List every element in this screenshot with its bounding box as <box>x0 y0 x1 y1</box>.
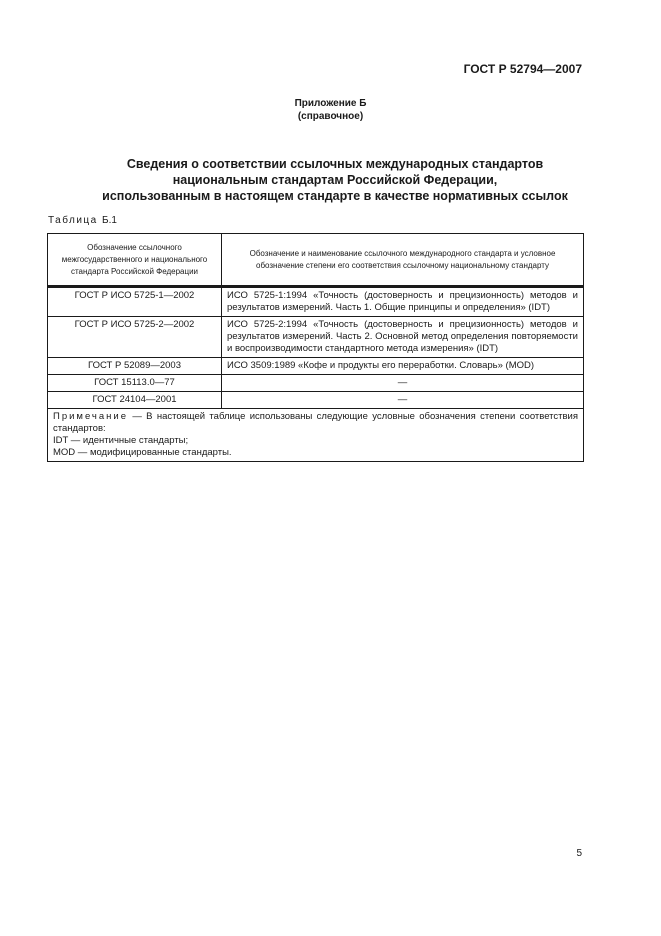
cell-international: ИСО 5725-2:1994 «Точность (достоверность и прецизионность) методов и результатов измерений. Часть 2. Основной метод определения повторяемости и воспроизводимости стандартного метода измерения» (IDT) <box>222 317 584 358</box>
annex-name: Приложение Б <box>294 98 367 109</box>
cell-national: ГОСТ 15113.0—77 <box>48 375 222 392</box>
header-international-standard: Обозначение и наименование ссылочного международного стандарта и условное обозначение степени его соответствия ссылочному национальному стандарту <box>222 234 584 287</box>
cell-international: ИСО 3509:1989 «Кофе и продукты его переработки. Словарь» (MOD) <box>222 358 584 375</box>
table-note-row <box>48 409 584 462</box>
note-text: — В настоящей таблице использованы следующие условные обозначения степени соответствия стандартов: <box>53 411 579 434</box>
reference-table <box>47 233 584 462</box>
table-caption-word: Таблица <box>48 215 98 226</box>
cell-national: ГОСТ 24104—2001 <box>48 392 222 409</box>
note-item: IDT — идентичные стандарты; <box>53 435 189 446</box>
table-row <box>48 375 584 392</box>
table-row <box>48 358 584 375</box>
table-row <box>48 317 584 358</box>
cell-national: ГОСТ Р ИСО 5725-1—2002 <box>48 288 222 317</box>
annex-title-line: использованным в настоящем стандарте в качестве нормативных ссылок <box>102 189 568 203</box>
cell-international: — <box>222 392 584 409</box>
annex-title <box>75 156 595 204</box>
table-note <box>48 409 584 462</box>
note-lead: Примечание <box>53 411 128 422</box>
annex-status: (справочное) <box>297 111 364 122</box>
cell-international: — <box>222 375 584 392</box>
header-national-standard: Обозначение ссылочного межгосударственного и национального стандарта Российской Федерации <box>48 234 222 287</box>
table-row <box>48 288 584 317</box>
annex-title-line: национальным стандартам Российской Федерации, <box>172 173 498 187</box>
annex-title-line: Сведения о соответствии ссылочных международных стандартов <box>126 157 544 171</box>
annex-heading <box>0 97 661 123</box>
table-caption-number: Б.1 <box>102 215 117 226</box>
document-code: ГОСТ Р 52794—2007 <box>463 62 582 76</box>
page-number: 5 <box>576 848 582 859</box>
cell-national: ГОСТ Р 52089—2003 <box>48 358 222 375</box>
table-caption <box>48 215 117 226</box>
note-intro <box>53 411 578 435</box>
cell-national: ГОСТ Р ИСО 5725-2—2002 <box>48 317 222 358</box>
cell-international: ИСО 5725-1:1994 «Точность (достоверность и прецизионность) методов и результатов измерений. Часть 1. Общие принципы и определения» (IDT) <box>222 288 584 317</box>
table-header-row <box>48 234 584 287</box>
note-item: MOD — модифицированные стандарты. <box>53 447 232 458</box>
table-row <box>48 392 584 409</box>
